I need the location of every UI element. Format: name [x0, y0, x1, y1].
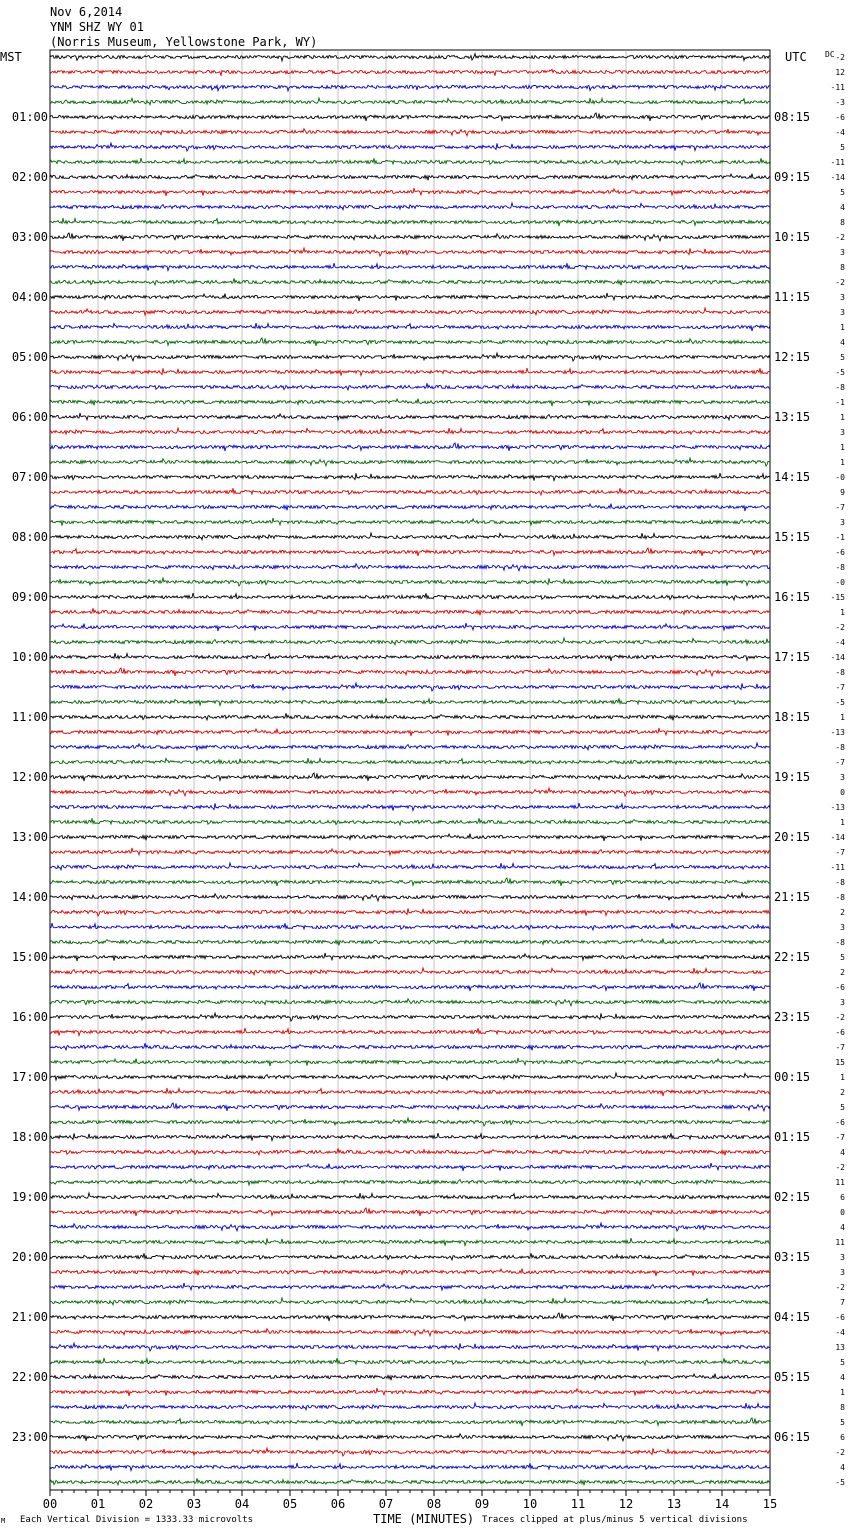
- seismic-trace: [50, 69, 770, 76]
- dc-offset-label: 1: [840, 323, 845, 332]
- dc-offset-label: 5: [840, 188, 845, 197]
- seismic-trace: [50, 1013, 770, 1021]
- dc-offset-label: -15: [830, 593, 845, 602]
- seismic-trace: [50, 1434, 770, 1441]
- seismic-trace: [50, 1088, 770, 1096]
- left-hour-label: 07:00: [11, 470, 48, 484]
- dc-offset-label: -2: [835, 1283, 845, 1292]
- dc-offset-label: 1: [840, 458, 845, 467]
- right-hour-label: 11:15: [774, 290, 811, 304]
- dc-offset-label: -6: [835, 983, 845, 992]
- dc-offset-label: 5: [840, 353, 845, 362]
- dc-offset-label: 3: [840, 998, 845, 1007]
- dc-offset-label: 5: [840, 1103, 845, 1112]
- dc-offset-label: -5: [835, 368, 845, 377]
- left-hour-label: 20:00: [11, 1250, 48, 1264]
- dc-offset-label: 3: [840, 773, 845, 782]
- dc-offset-label: -8: [835, 383, 845, 392]
- dc-offset-label: -5: [835, 698, 845, 707]
- seismic-trace: [50, 623, 770, 631]
- dc-offset-label: -7: [835, 683, 845, 692]
- dc-offset-label: -7: [835, 1133, 845, 1142]
- x-tick-label: 15: [762, 1497, 778, 1511]
- x-tick-label: 03: [186, 1497, 202, 1511]
- dc-offset-label: 1: [840, 713, 845, 722]
- dc-offset-label: 2: [840, 1088, 845, 1097]
- dc-offset-label: -8: [835, 893, 845, 902]
- seismic-trace: [50, 578, 770, 586]
- dc-offset-label: 9: [840, 488, 845, 497]
- seismic-trace: [50, 428, 770, 434]
- dc-offset-label: 0: [840, 1208, 845, 1217]
- dc-offset-label: 1: [840, 443, 845, 452]
- right-hour-label: 17:15: [774, 650, 811, 664]
- dc-offset-label: -5: [835, 1478, 845, 1487]
- footer-scale: Each Vertical Division = 1333.33 microvolts: [20, 1515, 253, 1525]
- right-hour-label: 21:15: [774, 890, 811, 904]
- left-hour-label: 03:00: [11, 230, 48, 244]
- seismic-trace: [50, 308, 770, 315]
- seismic-trace: [50, 834, 770, 841]
- dc-offset-label: -2: [835, 1448, 845, 1457]
- seismic-trace: [50, 968, 770, 975]
- seismic-trace: [50, 1253, 770, 1260]
- seismic-trace: [50, 908, 770, 916]
- x-tick-label: 13: [666, 1497, 682, 1511]
- dc-offset-label: 4: [840, 338, 845, 347]
- right-hour-label: 13:15: [774, 410, 811, 424]
- seismic-trace: [50, 818, 770, 825]
- left-hour-label: 14:00: [11, 890, 48, 904]
- seismic-trace: [50, 1463, 770, 1471]
- x-tick-label: 06: [330, 1497, 346, 1511]
- dc-offset-label: 7: [840, 1298, 845, 1307]
- seismic-trace: [50, 1058, 770, 1066]
- right-hour-label: 23:15: [774, 1010, 811, 1024]
- right-axis-label: UTC: [785, 50, 807, 64]
- right-hour-label: 15:15: [774, 530, 811, 544]
- x-tick-label: 11: [570, 1497, 586, 1511]
- seismic-trace: [50, 1329, 770, 1336]
- left-hour-label: 01:00: [11, 110, 48, 124]
- seismic-trace: [50, 848, 770, 855]
- seismic-trace: [50, 893, 770, 901]
- left-hour-label: 23:00: [11, 1430, 48, 1444]
- right-hour-label: 01:15: [774, 1130, 811, 1144]
- seismic-trace: [50, 1133, 770, 1141]
- seismic-trace: [50, 1448, 770, 1456]
- right-hour-label: 04:15: [774, 1310, 811, 1324]
- dc-offset-label: -4: [835, 1328, 845, 1337]
- seismic-trace: [50, 113, 770, 121]
- seismic-trace: [50, 698, 770, 706]
- seismic-trace: [50, 533, 770, 540]
- seismic-trace: [50, 323, 770, 331]
- seismic-trace: [50, 1403, 770, 1410]
- seismic-trace: [50, 638, 770, 645]
- dc-offset-label: 3: [840, 518, 845, 527]
- seismic-trace: [50, 1179, 770, 1185]
- x-tick-label: 04: [234, 1497, 250, 1511]
- seismic-trace: [50, 548, 770, 556]
- seismic-trace: [50, 1269, 770, 1276]
- dc-offset-label: -14: [830, 833, 845, 842]
- seismic-trace: [50, 278, 770, 285]
- seismic-trace: [50, 803, 770, 811]
- left-hour-label: 09:00: [11, 590, 48, 604]
- left-hour-label: 17:00: [11, 1070, 48, 1084]
- left-hour-label: 13:00: [11, 830, 48, 844]
- dc-offset-label: 2: [840, 968, 845, 977]
- footer-clip-note: Traces clipped at plus/minus 5 vertical divisions: [482, 1515, 748, 1525]
- seismic-trace: [50, 983, 770, 991]
- header-station: YNM SHZ WY 01: [50, 20, 144, 34]
- dc-offset-label: -13: [830, 728, 845, 737]
- seismic-trace: [50, 1374, 770, 1381]
- left-hour-label: 15:00: [11, 950, 48, 964]
- dc-offset-label: -7: [835, 503, 845, 512]
- dc-offset-label: 1: [840, 608, 845, 617]
- dc-offset-label: 11: [835, 1238, 845, 1247]
- dc-offset-label: 3: [840, 428, 845, 437]
- seismic-trace: [50, 1163, 770, 1171]
- dc-offset-label: 8: [840, 1403, 845, 1412]
- left-hour-label: 18:00: [11, 1130, 48, 1144]
- dc-offset-label: 8: [840, 218, 845, 227]
- x-tick-label: 12: [618, 1497, 634, 1511]
- right-hour-label: 18:15: [774, 710, 811, 724]
- left-hour-label: 04:00: [11, 290, 48, 304]
- seismic-trace: [50, 1388, 770, 1396]
- right-hour-label: 00:15: [774, 1070, 811, 1084]
- traces: [50, 54, 770, 1486]
- right-hour-label: 06:15: [774, 1430, 811, 1444]
- dc-offset-label: 4: [840, 1148, 845, 1157]
- dc-offset-label: 4: [840, 1463, 845, 1472]
- dc-offset-label: 4: [840, 1223, 845, 1232]
- dc-offset-label: -11: [830, 83, 845, 92]
- seismic-trace: [50, 923, 770, 930]
- dc-offset-label: -8: [835, 563, 845, 572]
- dc-offset-label: -14: [830, 173, 845, 182]
- x-tick-label: 08: [426, 1497, 442, 1511]
- seismic-trace: [50, 1193, 770, 1199]
- dc-offset-label: -2: [835, 233, 845, 242]
- seismic-trace: [50, 174, 770, 181]
- dc-offset-label: -8: [835, 878, 845, 887]
- seismic-trace: [50, 713, 770, 720]
- right-hour-label: 05:15: [774, 1370, 811, 1384]
- seismic-trace: [50, 263, 770, 271]
- seismic-trace: [50, 863, 770, 870]
- seismic-trace: [50, 1313, 770, 1321]
- left-hour-label: 02:00: [11, 170, 48, 184]
- seismic-trace: [50, 1118, 770, 1126]
- dc-offset-label: -8: [835, 668, 845, 677]
- seismic-trace: [50, 1478, 770, 1485]
- seismic-trace: [50, 1073, 770, 1080]
- seismic-trace: [50, 1418, 770, 1426]
- dc-offset-label: 4: [840, 1373, 845, 1382]
- dc-offset-label: -6: [835, 1028, 845, 1037]
- right-hour-label: 22:15: [774, 950, 811, 964]
- dc-offset-label: -7: [835, 848, 845, 857]
- dc-offset-label: 1: [840, 818, 845, 827]
- dc-offset-label: 5: [840, 953, 845, 962]
- dc-offset-label: 3: [840, 1253, 845, 1262]
- dc-offset-label: -4: [835, 128, 845, 137]
- left-hour-label: 05:00: [11, 350, 48, 364]
- seismic-trace: [50, 218, 770, 226]
- dc-offset-label: 1: [840, 1388, 845, 1397]
- seismic-trace: [50, 953, 770, 961]
- dc-offset-label: -8: [835, 938, 845, 947]
- x-tick-label: 10: [522, 1497, 538, 1511]
- left-hour-label: 22:00: [11, 1370, 48, 1384]
- dc-offset-label: -13: [830, 803, 845, 812]
- dc-offset-label: -14: [830, 653, 845, 662]
- seismic-trace: [50, 338, 770, 346]
- right-hour-label: 19:15: [774, 770, 811, 784]
- dc-offset-label: 6: [840, 1193, 845, 1202]
- dc-offset-label: 0: [840, 788, 845, 797]
- seismic-trace: [50, 188, 770, 196]
- dc-offset-label: -2: [835, 53, 845, 62]
- seismic-trace: [50, 1103, 770, 1111]
- x-axis-title: TIME (MINUTES): [373, 1512, 475, 1526]
- dc-offset-label: 8: [840, 263, 845, 272]
- dc-offset-label: -6: [835, 548, 845, 557]
- dc-offset-label: -6: [835, 113, 845, 122]
- seismic-trace: [50, 564, 770, 571]
- seismic-trace: [50, 368, 770, 376]
- seismic-trace: [50, 1283, 770, 1290]
- seismic-trace: [50, 593, 770, 600]
- dc-offset-label: -0: [835, 578, 845, 587]
- seismic-trace: [50, 1043, 770, 1050]
- seismic-trace: [50, 504, 770, 511]
- right-hour-label: 02:15: [774, 1190, 811, 1204]
- seismic-trace: [50, 203, 770, 210]
- right-hour-label: 09:15: [774, 170, 811, 184]
- seismic-trace: [50, 293, 770, 301]
- dc-offset-label: -2: [835, 278, 845, 287]
- dc-offset-label: 13: [835, 1343, 845, 1352]
- seismic-trace: [50, 129, 770, 136]
- dc-offset-label: 1: [840, 1073, 845, 1082]
- seismic-trace: [50, 399, 770, 406]
- seismic-trace: [50, 788, 770, 796]
- right-hour-label: 14:15: [774, 470, 811, 484]
- dc-offset-label: -7: [835, 758, 845, 767]
- dc-label: DC: [825, 50, 835, 59]
- dc-offset-label: 12: [835, 68, 845, 77]
- seismic-trace: [50, 143, 770, 151]
- seismic-trace: [50, 248, 770, 256]
- seismic-trace: [50, 488, 770, 495]
- x-tick-label: 01: [90, 1497, 106, 1511]
- left-hour-label: 10:00: [11, 650, 48, 664]
- dc-offset-label: 5: [840, 1418, 845, 1427]
- dc-offset-label: -0: [835, 473, 845, 482]
- x-axis: [43, 1490, 777, 1511]
- dc-offset-label: 2: [840, 908, 845, 917]
- x-tick-label: 07: [378, 1497, 394, 1511]
- left-hour-label: 06:00: [11, 410, 48, 424]
- seismic-trace: [50, 443, 770, 451]
- dc-offset-label: -4: [835, 638, 845, 647]
- left-axis-label: MST: [0, 50, 22, 64]
- right-hour-label: 16:15: [774, 590, 811, 604]
- left-hour-label: 16:00: [11, 1010, 48, 1024]
- seismic-trace: [50, 939, 770, 946]
- seismic-trace: [50, 1298, 770, 1305]
- dc-offset-label: -6: [835, 1313, 845, 1322]
- right-hour-label: 20:15: [774, 830, 811, 844]
- dc-offset-label: 5: [840, 143, 845, 152]
- dc-offset-label: -2: [835, 1163, 845, 1172]
- seismic-trace: [50, 98, 770, 105]
- seismic-trace: [50, 773, 770, 781]
- seismic-trace: [50, 653, 770, 661]
- dc-offset-label: 11: [835, 1178, 845, 1187]
- seismic-trace: [50, 608, 770, 615]
- seismic-trace: [50, 728, 770, 736]
- left-hour-label: 08:00: [11, 530, 48, 544]
- left-hour-label: 21:00: [11, 1310, 48, 1324]
- dc-offset-label: -3: [835, 98, 845, 107]
- dc-offset-label: -8: [835, 743, 845, 752]
- seismic-trace: [50, 383, 770, 390]
- left-hour-label: 19:00: [11, 1190, 48, 1204]
- seismic-trace: [50, 1208, 770, 1216]
- footer-corner-mark: M: [1, 1517, 6, 1525]
- x-tick-label: 14: [714, 1497, 730, 1511]
- x-tick-label: 09: [474, 1497, 490, 1511]
- dc-offset-label: 1: [840, 413, 845, 422]
- x-tick-label: 02: [138, 1497, 154, 1511]
- seismic-trace: [50, 1343, 770, 1351]
- seismic-trace: [50, 413, 770, 420]
- x-tick-label: 05: [282, 1497, 298, 1511]
- seismic-trace: [50, 1223, 770, 1231]
- seismic-trace: [50, 758, 770, 764]
- right-hour-label: 03:15: [774, 1250, 811, 1264]
- dc-offset-label: -2: [835, 1013, 845, 1022]
- left-hour-label: 12:00: [11, 770, 48, 784]
- header-location: (Norris Museum, Yellowstone Park, WY): [50, 35, 318, 49]
- dc-offset-label: 4: [840, 203, 845, 212]
- seismic-trace: [50, 518, 770, 526]
- header-date: Nov 6,2014: [50, 5, 123, 19]
- dc-offset-label: -11: [830, 158, 845, 167]
- seismic-trace: [50, 473, 770, 481]
- seismic-trace: [50, 999, 770, 1006]
- right-hour-label: 12:15: [774, 350, 811, 364]
- seismic-trace: [50, 458, 770, 466]
- dc-offset-label: 15: [835, 1058, 845, 1067]
- x-tick-label: 00: [42, 1497, 58, 1511]
- seismic-trace: [50, 85, 770, 91]
- dc-offset-label: -6: [835, 1118, 845, 1127]
- right-hour-label: 10:15: [774, 230, 811, 244]
- left-hour-label: 11:00: [11, 710, 48, 724]
- seismic-trace: [50, 1028, 770, 1036]
- dc-offset-label: 6: [840, 1433, 845, 1442]
- dc-offset-label: -11: [830, 863, 845, 872]
- seismic-trace: [50, 54, 770, 61]
- dc-offset-label: 3: [840, 923, 845, 932]
- dc-offset-label: -1: [835, 398, 845, 407]
- seismic-trace: [50, 1238, 770, 1246]
- seismic-trace: [50, 1358, 770, 1365]
- dc-offset-label: 3: [840, 293, 845, 302]
- dc-offset-label: -7: [835, 1043, 845, 1052]
- dc-offsets: [831, 53, 846, 1487]
- seismic-trace: [50, 158, 770, 165]
- seismic-trace: [50, 743, 770, 750]
- seismic-trace: [50, 233, 770, 241]
- seismic-trace: [50, 878, 770, 886]
- right-hour-label: 08:15: [774, 110, 811, 124]
- dc-offset-label: 3: [840, 1268, 845, 1277]
- seismic-trace: [50, 683, 770, 691]
- dc-offset-label: 3: [840, 308, 845, 317]
- dc-offset-label: -2: [835, 623, 845, 632]
- seismic-trace: [50, 668, 770, 676]
- seismic-trace: [50, 353, 770, 361]
- dc-offset-label: 5: [840, 1358, 845, 1367]
- dc-offset-label: 3: [840, 248, 845, 257]
- dc-offset-label: -1: [835, 533, 845, 542]
- seismic-trace: [50, 1148, 770, 1155]
